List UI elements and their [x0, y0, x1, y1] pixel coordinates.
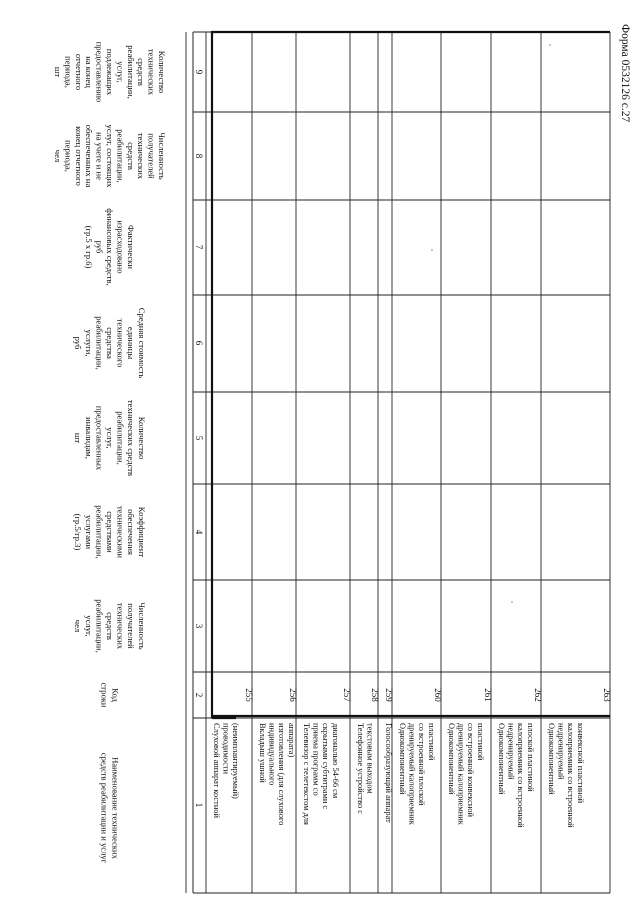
header-c4-line: услугами [83, 514, 94, 550]
header-c6-line: руб [73, 336, 84, 350]
header-c8-line: Численность [157, 132, 167, 180]
header-c4-line: (гр.5/гр.3) [73, 513, 84, 551]
header-c9-line: шт [53, 66, 63, 78]
header-code-line: Код [110, 688, 121, 702]
row-name-line: приема программ со [311, 723, 321, 796]
header-c7-line: (гр.5 х гр.6) [83, 225, 94, 269]
header-c9-line: технических [146, 48, 157, 96]
row-code: 256 [288, 688, 298, 702]
header-c7-line: руб [94, 240, 105, 254]
header-c7-line: финансовых средств, [105, 208, 115, 286]
header-c3-line: чел [73, 619, 84, 633]
header-c8-line: обеспеченных на [84, 124, 95, 188]
header-c6-line: услуги, [83, 329, 94, 357]
header-c3-line: реабилитации, [94, 599, 105, 653]
column-number-3: 3 [194, 623, 204, 629]
header-c8-line: периода, [63, 140, 74, 172]
row-name-line: Слуховой аппарат костной [212, 723, 221, 818]
row-name-line: Однокомпонентный [447, 723, 456, 795]
row-code: 262 [533, 688, 543, 702]
row-code: 258 [370, 688, 380, 702]
row-name-line: со встроенной плоской [417, 723, 427, 806]
row-name-line: недренируемый [506, 723, 516, 780]
column-number-9: 9 [194, 69, 204, 75]
column-number-8: 8 [194, 153, 204, 159]
header-c6-line: единицы [126, 326, 137, 360]
header-c9-line: услуг, [115, 61, 126, 83]
header-c8-line: технических [136, 132, 147, 180]
header-c4-line: Коэффициент [136, 506, 147, 558]
form-number: Форма 0532126 с.27 [619, 24, 631, 123]
header-c6-line: технического [115, 318, 126, 368]
header-c9-line: подлежащих [105, 48, 115, 96]
row-name-line: Телевизор с телетекстом для [302, 723, 311, 825]
row-name-line: Однокомпонентный [398, 723, 407, 795]
header-c9-line: предоставлению [94, 41, 105, 103]
row-name-line: текстовым выходом [365, 723, 375, 794]
header-c3-line: средств [105, 612, 115, 640]
header-c8-line: услуг, состоящих [105, 124, 115, 188]
row-code: 263 [602, 688, 612, 702]
row-name-line: дренируемый калоприемник [456, 723, 466, 825]
row-name-line: проводимости [221, 723, 231, 774]
header-c8-line: получателей [146, 133, 157, 179]
row-name-line: калоприемник со встроенной [516, 723, 526, 828]
row-code: 260 [433, 688, 443, 702]
header-c9-line: реабилитации, [125, 45, 136, 99]
column-number-4: 4 [194, 529, 204, 535]
header-c3-line: Численность [136, 602, 147, 650]
header-c3-line: получателей [126, 603, 137, 649]
header-c9-line: Количество [157, 50, 167, 94]
row-name-line: скрытыми субтитрами с [321, 723, 331, 810]
header-c8-line: конец отчетного [73, 126, 84, 186]
row-name-line: (неимплантируемый) [231, 723, 241, 799]
header-c8-line: чел [53, 149, 63, 163]
row-name-line: недренируемый [556, 723, 566, 780]
row-code: 261 [483, 688, 493, 702]
header-c9-line: отчетного [73, 53, 84, 91]
header-c7-line: Фактически [126, 225, 137, 269]
header-c9-line: средств [136, 58, 147, 86]
row-name-line: калоприемник со встроенной [566, 723, 576, 828]
row-name-line: Голосообразующий аппарат [384, 723, 393, 823]
header-c4-line: реабилитации, [94, 505, 105, 559]
header-c6-line: средства [105, 327, 115, 359]
header-c5-line: инвалидам, [83, 417, 94, 459]
header-c4-line: обеспечения [126, 509, 137, 555]
row-name-line: со встроенной конвексной [466, 723, 476, 817]
row-code: 257 [342, 688, 352, 702]
row-name-line: пластиной [475, 723, 485, 761]
header-c6-line: реабилитации, [94, 316, 105, 370]
header-c9-line: на конец [84, 56, 95, 88]
header-code-line: строки [99, 682, 110, 708]
header-c8-line: на учете и не [94, 132, 105, 180]
row-name-line: Телефонное устройство с [356, 723, 365, 814]
row-name-line: пластиной [426, 723, 436, 761]
row-name-line: изготовления (для слухового [277, 723, 287, 826]
column-number-5: 5 [194, 435, 204, 441]
header-c5-line: услуг, [105, 427, 115, 449]
row-name-line: конвексной пластиной [575, 723, 585, 804]
header-c5-line: Количество [136, 416, 147, 460]
column-number-1: 1 [194, 802, 204, 808]
header-c4-line: средствами [105, 511, 115, 553]
row-code: 255 [244, 688, 254, 702]
header-c7-line: израсходовано [115, 220, 126, 274]
row-name-line: плоской пластиной [525, 723, 535, 792]
header-c5-line: технических средств [126, 399, 137, 477]
header-c3-line: технических [115, 602, 126, 650]
header-c6-line: Средняя стоимость [136, 307, 147, 379]
header-c4-line: техническими [115, 506, 126, 558]
row-name-line: дренируемый калоприемник [407, 723, 417, 825]
row-name-line: Однокомпонентный [497, 723, 506, 795]
header-c5-line: шт [73, 432, 84, 444]
row-name-line: диагональю 54-66 см [330, 723, 340, 799]
header-c5-line: предоставленных [94, 405, 105, 471]
column-number-6: 6 [194, 340, 204, 346]
row-name-line: Вкладыш ушной [258, 723, 267, 783]
header-c5-line: реабилитации, [115, 411, 126, 465]
row-name-line: Однокомпонентный [547, 723, 556, 795]
header-c3-line: услуг, [83, 615, 94, 637]
header-name-line: средств реабилитации и услуг [99, 752, 110, 864]
header-c8-line: средств [125, 142, 136, 170]
header-name [100, 753, 121, 864]
header-c9-line: периода, [63, 56, 74, 88]
row-code: 259 [384, 688, 394, 702]
column-number-2: 2 [194, 692, 204, 698]
column-number-7: 7 [194, 244, 204, 250]
row-name-line: аппарата) [286, 723, 296, 758]
header-name-line: Наименование технических [110, 757, 121, 859]
row-name-line: индивидуального [267, 723, 277, 786]
header-c8-line: реабилитации, [115, 129, 126, 183]
